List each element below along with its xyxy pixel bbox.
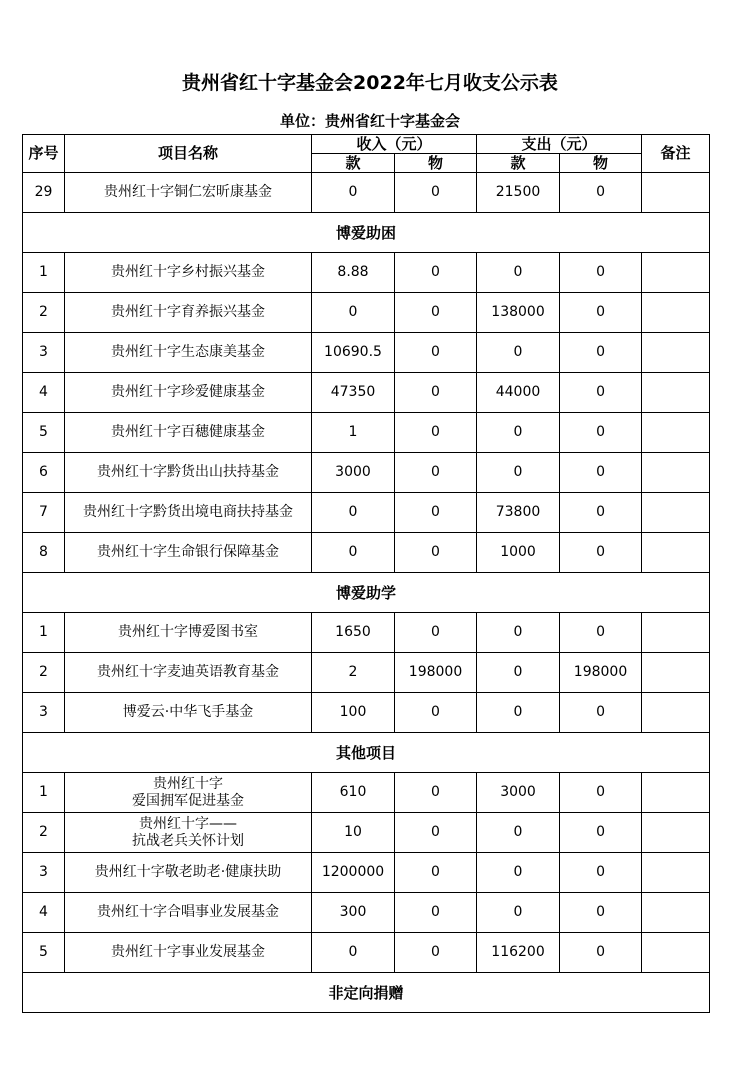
cell-income-goods: 0 <box>395 693 477 733</box>
cell-income-cash: 0 <box>312 173 395 213</box>
cell-name: 贵州红十字 爱国拥军促进基金 <box>65 773 312 813</box>
cell-expense-cash: 21500 <box>477 173 560 213</box>
cell-income-goods: 0 <box>395 333 477 373</box>
header-expense: 支出（元） <box>477 135 642 154</box>
cell-name: 贵州红十字珍爱健康基金 <box>65 373 312 413</box>
cell-seq: 1 <box>23 253 65 293</box>
cell-expense-cash: 138000 <box>477 293 560 333</box>
cell-income-goods: 0 <box>395 533 477 573</box>
cell-seq: 4 <box>23 893 65 933</box>
cell-income-cash: 3000 <box>312 453 395 493</box>
cell-income-cash: 1200000 <box>312 853 395 893</box>
cell-expense-goods: 0 <box>560 253 642 293</box>
cell-expense-goods: 0 <box>560 333 642 373</box>
cell-expense-cash: 0 <box>477 333 560 373</box>
cell-income-goods: 0 <box>395 893 477 933</box>
cell-expense-cash: 0 <box>477 693 560 733</box>
header-income: 收入（元） <box>312 135 477 154</box>
table-row <box>23 893 710 933</box>
cell-name: 贵州红十字合唱事业发展基金 <box>65 893 312 933</box>
cell-name: 贵州红十字麦迪英语教育基金 <box>65 653 312 693</box>
cell-seq: 2 <box>23 653 65 693</box>
section-title: 博爱助困 <box>23 213 710 253</box>
header-income-cash: 款 <box>312 154 395 173</box>
cell-note <box>642 453 710 493</box>
section-title: 其他项目 <box>23 733 710 773</box>
cell-income-cash: 0 <box>312 933 395 973</box>
cell-name: 贵州红十字百穗健康基金 <box>65 413 312 453</box>
cell-income-cash: 2 <box>312 653 395 693</box>
cell-expense-goods: 0 <box>560 293 642 333</box>
cell-note <box>642 173 710 213</box>
cell-expense-cash: 0 <box>477 613 560 653</box>
cell-income-goods: 198000 <box>395 653 477 693</box>
table-row <box>23 173 710 213</box>
cell-expense-goods: 0 <box>560 813 642 853</box>
cell-expense-cash: 116200 <box>477 933 560 973</box>
cell-name: 贵州红十字铜仁宏昕康基金 <box>65 173 312 213</box>
section-title: 博爱助学 <box>23 573 710 613</box>
cell-note <box>642 533 710 573</box>
cell-expense-cash: 0 <box>477 813 560 853</box>
table-row <box>23 413 710 453</box>
cell-name: 贵州红十字乡村振兴基金 <box>65 253 312 293</box>
cell-income-cash: 1650 <box>312 613 395 653</box>
cell-name: 贵州红十字黔货出境电商扶持基金 <box>65 493 312 533</box>
cell-income-cash: 100 <box>312 693 395 733</box>
cell-income-cash: 610 <box>312 773 395 813</box>
cell-expense-goods: 0 <box>560 893 642 933</box>
cell-name: 博爱云·中华飞手基金 <box>65 693 312 733</box>
section-row <box>23 973 710 1013</box>
cell-expense-cash: 0 <box>477 253 560 293</box>
table-row <box>23 493 710 533</box>
cell-expense-cash: 0 <box>477 853 560 893</box>
cell-expense-cash: 0 <box>477 453 560 493</box>
cell-expense-goods: 0 <box>560 493 642 533</box>
cell-income-goods: 0 <box>395 293 477 333</box>
cell-seq: 8 <box>23 533 65 573</box>
cell-note <box>642 253 710 293</box>
cell-seq: 6 <box>23 453 65 493</box>
cell-expense-goods: 0 <box>560 933 642 973</box>
header-expense-cash: 款 <box>477 154 560 173</box>
header-row-1 <box>23 135 710 154</box>
section-row <box>23 213 710 253</box>
cell-expense-goods: 198000 <box>560 653 642 693</box>
cell-expense-goods: 0 <box>560 693 642 733</box>
header-income-goods: 物 <box>395 154 477 173</box>
table-row <box>23 693 710 733</box>
cell-expense-goods: 0 <box>560 533 642 573</box>
cell-seq: 3 <box>23 333 65 373</box>
cell-name: 贵州红十字博爱图书室 <box>65 613 312 653</box>
cell-income-goods: 0 <box>395 413 477 453</box>
cell-seq: 3 <box>23 693 65 733</box>
cell-name: 贵州红十字生态康美基金 <box>65 333 312 373</box>
cell-expense-cash: 0 <box>477 413 560 453</box>
cell-expense-goods: 0 <box>560 373 642 413</box>
cell-note <box>642 693 710 733</box>
finance-table <box>22 134 710 1013</box>
cell-income-goods: 0 <box>395 773 477 813</box>
cell-seq: 5 <box>23 933 65 973</box>
cell-income-goods: 0 <box>395 453 477 493</box>
cell-expense-goods: 0 <box>560 613 642 653</box>
table-row <box>23 333 710 373</box>
cell-income-goods: 0 <box>395 173 477 213</box>
cell-note <box>642 333 710 373</box>
table-row <box>23 373 710 413</box>
page-title: 贵州省红十字基金会2022年七月收支公示表 <box>182 72 558 94</box>
table-row <box>23 613 710 653</box>
cell-note <box>642 613 710 653</box>
section-title: 非定向捐赠 <box>23 973 710 1013</box>
cell-income-cash: 8.88 <box>312 253 395 293</box>
cell-note <box>642 773 710 813</box>
cell-note <box>642 853 710 893</box>
unit-label: 单位：贵州省红十字基金会 <box>279 112 460 130</box>
section-row <box>23 573 710 613</box>
cell-expense-goods: 0 <box>560 773 642 813</box>
table-row <box>23 533 710 573</box>
cell-income-cash: 10690.5 <box>312 333 395 373</box>
cell-seq: 29 <box>23 173 65 213</box>
cell-note <box>642 893 710 933</box>
header-expense-goods: 物 <box>560 154 642 173</box>
cell-note <box>642 493 710 533</box>
cell-expense-cash: 3000 <box>477 773 560 813</box>
header-seq: 序号 <box>23 135 65 173</box>
cell-income-goods: 0 <box>395 613 477 653</box>
cell-expense-goods: 0 <box>560 453 642 493</box>
cell-income-cash: 10 <box>312 813 395 853</box>
cell-name: 贵州红十字事业发展基金 <box>65 933 312 973</box>
section-row <box>23 733 710 773</box>
cell-income-cash: 0 <box>312 493 395 533</box>
cell-note <box>642 373 710 413</box>
cell-expense-goods: 0 <box>560 173 642 213</box>
cell-seq: 2 <box>23 293 65 333</box>
cell-seq: 2 <box>23 813 65 853</box>
cell-income-goods: 0 <box>395 493 477 533</box>
cell-income-cash: 0 <box>312 533 395 573</box>
cell-income-cash: 0 <box>312 293 395 333</box>
cell-expense-cash: 0 <box>477 653 560 693</box>
cell-note <box>642 413 710 453</box>
table-row <box>23 813 710 853</box>
cell-seq: 7 <box>23 493 65 533</box>
cell-name: 贵州红十字生命银行保障基金 <box>65 533 312 573</box>
table-row <box>23 853 710 893</box>
cell-income-goods: 0 <box>395 373 477 413</box>
cell-expense-cash: 0 <box>477 893 560 933</box>
cell-expense-cash: 73800 <box>477 493 560 533</box>
cell-name: 贵州红十字—— 抗战老兵关怀计划 <box>65 813 312 853</box>
cell-expense-goods: 0 <box>560 413 642 453</box>
cell-expense-goods: 0 <box>560 853 642 893</box>
cell-note <box>642 293 710 333</box>
cell-seq: 1 <box>23 613 65 653</box>
cell-seq: 3 <box>23 853 65 893</box>
table-row <box>23 653 710 693</box>
cell-name: 贵州红十字黔货出山扶持基金 <box>65 453 312 493</box>
cell-seq: 5 <box>23 413 65 453</box>
cell-income-goods: 0 <box>395 933 477 973</box>
cell-income-goods: 0 <box>395 853 477 893</box>
cell-name: 贵州红十字敬老助老·健康扶助 <box>65 853 312 893</box>
cell-seq: 1 <box>23 773 65 813</box>
cell-income-goods: 0 <box>395 253 477 293</box>
cell-seq: 4 <box>23 373 65 413</box>
cell-note <box>642 653 710 693</box>
cell-expense-cash: 1000 <box>477 533 560 573</box>
cell-expense-cash: 44000 <box>477 373 560 413</box>
table-row <box>23 253 710 293</box>
cell-income-cash: 47350 <box>312 373 395 413</box>
cell-income-goods: 0 <box>395 813 477 853</box>
header-note: 备注 <box>642 135 710 173</box>
header-name: 项目名称 <box>65 135 312 173</box>
cell-note <box>642 933 710 973</box>
table-row <box>23 453 710 493</box>
cell-name: 贵州红十字育养振兴基金 <box>65 293 312 333</box>
cell-income-cash: 1 <box>312 413 395 453</box>
table-row <box>23 773 710 813</box>
table-row <box>23 933 710 973</box>
cell-note <box>642 813 710 853</box>
cell-income-cash: 300 <box>312 893 395 933</box>
table-row <box>23 293 710 333</box>
